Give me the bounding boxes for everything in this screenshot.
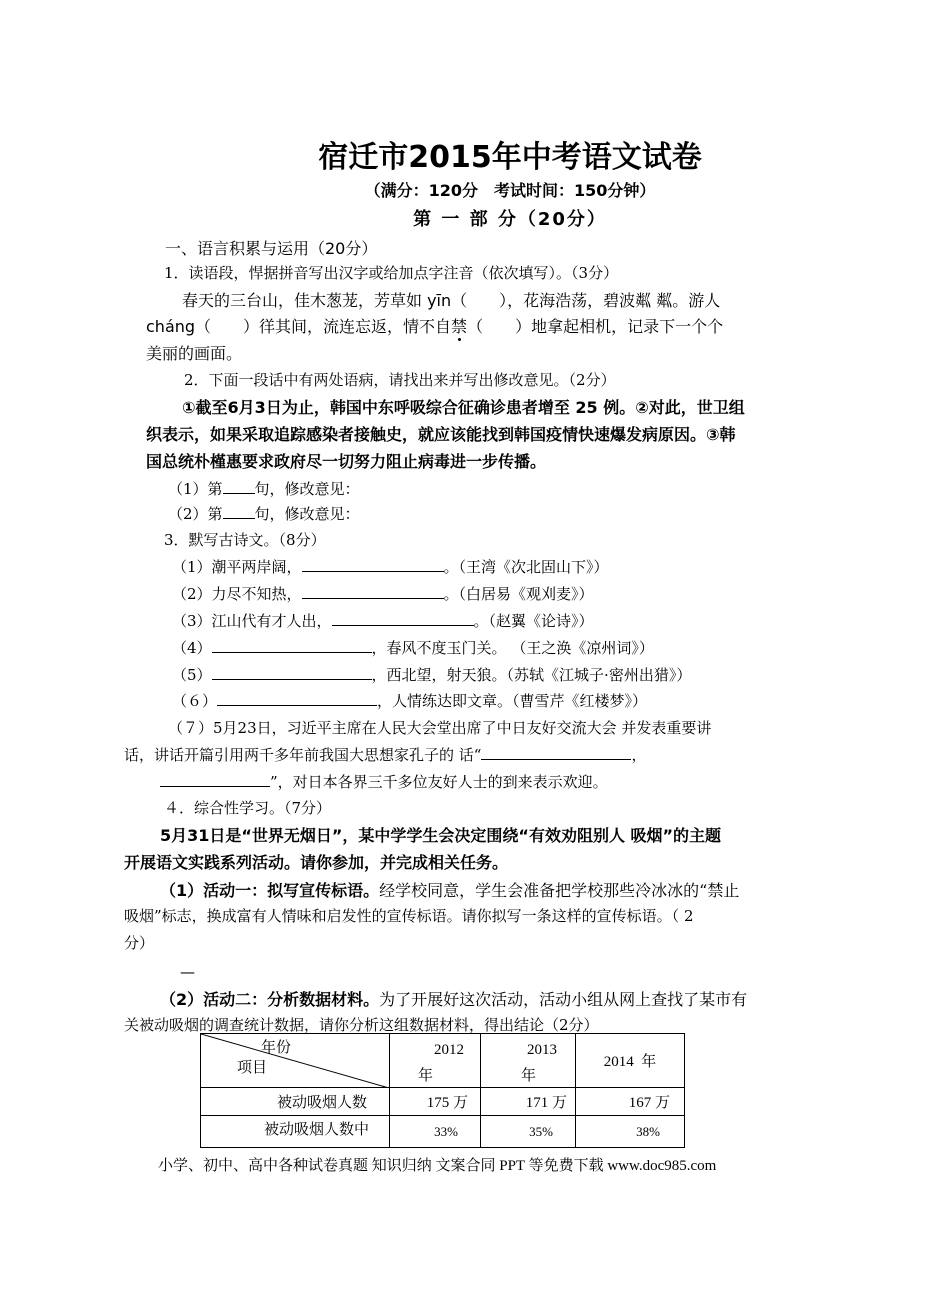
q1-prompt: 1．读语段，悍据拼音写出汉字或给加点字注音（依次填写）。（3分） xyxy=(164,264,619,282)
year-number: 2013 xyxy=(527,1042,557,1058)
q3-item-7-line2 xyxy=(124,744,646,765)
item-text: （5） xyxy=(172,666,212,684)
q1-line2-a: cháng（ ）徉其间，流连忘返，情不自 xyxy=(146,317,452,336)
corner-year-label: 年份 xyxy=(261,1040,292,1056)
blank-line[interactable] xyxy=(160,786,270,787)
blank-line[interactable] xyxy=(302,598,444,599)
item-source: 。（白居易《观刈麦》） xyxy=(443,585,594,603)
item-text: （4） xyxy=(172,639,212,657)
q4-activity2-line2: 关被动吸烟的调查统计数据，请你分析这组数据材料，得出结论（2分） xyxy=(124,1016,599,1034)
table-row xyxy=(201,1116,685,1148)
corner-item-label: 项目 xyxy=(237,1060,268,1076)
answer-prefix: （1）第 xyxy=(168,480,223,498)
item-source: 。（王湾《次北固山下》） xyxy=(443,558,609,576)
cell-value: 33% xyxy=(390,1116,481,1148)
year-number: 2014 年 xyxy=(603,1054,657,1070)
activity-text: 经学校同意，学生会准备把学校那些冷冰冰的“禁止 xyxy=(379,881,740,900)
cell-value: 167 万 xyxy=(576,1088,685,1116)
blank-line[interactable] xyxy=(302,571,444,572)
answer-suffix: 句，修改意见： xyxy=(254,505,360,523)
q3-item-7-line3 xyxy=(160,771,608,792)
item-text: （1）潮平两岸阔， xyxy=(172,558,302,576)
table-corner-cell xyxy=(201,1034,390,1088)
activity-text: 为了开展好这次活动，活动小组从网上查找了某市有 xyxy=(379,990,748,1009)
item-text: （3）江山代有才人出， xyxy=(172,612,332,630)
q3-item-5 xyxy=(172,664,691,685)
item-text: （６） xyxy=(172,692,218,710)
item-text: ， xyxy=(631,746,647,764)
answer-blank[interactable]: — xyxy=(180,963,195,981)
item-text: 话，讲话开篇引用两千多年前我国大思想家孔子的 话“ xyxy=(124,746,482,764)
exam-info: （满分：120分 考试时间：150分钟） xyxy=(364,181,656,200)
answer-prefix: （2）第 xyxy=(168,505,223,523)
q3-item-2 xyxy=(172,583,594,604)
blank-line[interactable] xyxy=(332,625,474,626)
row-label: 被动吸烟人数中 xyxy=(201,1116,390,1148)
item-source: ，西北望，射天狼。（苏轼《江城子·密州出猎》） xyxy=(371,666,692,684)
table-row xyxy=(201,1088,685,1116)
activity-heading: （2）活动二：分析数据材料。 xyxy=(160,990,380,1009)
q4-activity1-line3: 分） xyxy=(124,934,155,952)
blank-line[interactable] xyxy=(481,759,631,760)
q3-item-7-line1: （７）5月23日，习近平主席在人民大会堂出席了中日友好交流大会 并发表重要讲 xyxy=(168,719,712,737)
cell-value: 38% xyxy=(576,1116,685,1148)
year-header-2013 xyxy=(481,1034,576,1088)
blank-line[interactable] xyxy=(212,652,372,653)
year-unit: 年 xyxy=(418,1068,434,1084)
smoking-data-table xyxy=(200,1033,685,1148)
q4-activity1-line2: 吸烟”标志，换成富有人情味和启发性的宣传标语。请你拟写一条这样的宣传标语。（ 2 xyxy=(124,907,694,925)
item-source: 。（赵翼《论诗》） xyxy=(473,612,594,630)
footer-watermark: 小学、初中、高中各种试卷真题 知识归纳 文案合同 PPT 等免费下载 www.doc985.com xyxy=(158,1158,717,1174)
q2-line3: 国总统朴槿惠要求政府尽一切努力阻止病毒进一步传播。 xyxy=(146,452,547,471)
q3-prompt: 3．默写古诗文。（8分） xyxy=(164,531,326,549)
item-text: （2）力尽不知热， xyxy=(172,585,302,603)
year-unit: 年 xyxy=(521,1068,537,1084)
q3-item-1 xyxy=(172,556,609,577)
q3-item-3 xyxy=(172,610,594,631)
q4-prompt: ４．综合性学习。（7分） xyxy=(164,799,332,817)
blank-line[interactable] xyxy=(223,518,255,519)
blank-line[interactable] xyxy=(217,705,377,706)
dotted-char: 禁 xyxy=(451,317,468,336)
q4-intro-line1: 5月31日是“世界无烟日”，某中学学生会决定围绕“有效劝阻别人 吸烟”的主题 xyxy=(160,826,722,845)
q2-answer-2 xyxy=(168,503,360,524)
q2-answer-1 xyxy=(168,478,360,499)
cell-value: 175 万 xyxy=(390,1088,481,1116)
part-heading: 第 一 部 分（20分） xyxy=(413,209,607,230)
q2-line2: 织表示，如果采取追踪感染者接触史，就应该能找到韩国疫情快速爆发病原因。③韩 xyxy=(146,425,736,444)
row-label: 被动吸烟人数 xyxy=(201,1088,390,1116)
year-header-2014 xyxy=(576,1034,685,1088)
blank-line[interactable] xyxy=(212,679,372,680)
blank-line[interactable] xyxy=(223,493,255,494)
q1-line2-b: （ ）地拿起相机，记录下一个个 xyxy=(467,317,724,336)
q3-item-4 xyxy=(172,637,654,658)
item-text: ”，对日本各界三千多位友好人士的到来表示欢迎。 xyxy=(270,773,608,791)
answer-suffix: 句，修改意见： xyxy=(254,480,360,498)
q2-prompt: 2．下面一段话中有两处语病，请找出来并写出修改意见。（2分） xyxy=(184,371,616,389)
q1-line1: 春天的三台山，佳木葱茏，芳草如 yīn（ ），花海浩荡，碧波粼 粼。游人 xyxy=(182,291,721,310)
cell-value: 35% xyxy=(481,1116,576,1148)
section-heading: 一、语言积累与运用（20分） xyxy=(165,239,378,258)
item-source: ，人情练达即文章。（曹雪芹《红楼梦》） xyxy=(377,692,648,710)
q1-line3: 美丽的画面。 xyxy=(146,344,243,363)
q3-item-6 xyxy=(172,690,647,711)
item-source: ，春风不度玉门关。 （王之涣《凉州词》） xyxy=(371,639,654,657)
diagonal-line xyxy=(201,1034,389,1088)
activity-heading: （1）活动一：拟写宣传标语。 xyxy=(160,881,380,900)
year-number: 2012 xyxy=(434,1042,464,1058)
q1-line2 xyxy=(146,314,723,337)
year-header-2012 xyxy=(390,1034,481,1088)
q4-intro-line2: 开展语文实践系列活动。请你参加，并完成相关任务。 xyxy=(124,853,509,872)
cell-value: 171 万 xyxy=(481,1088,576,1116)
page-title: 宿迁市2015年中考语文试卷 xyxy=(318,140,702,175)
q2-line1: ①截至6月3日为止，韩国中东呼吸综合征确诊患者增至 25 例。②对此，世卫组 xyxy=(182,398,745,417)
q4-activity1-line1 xyxy=(160,878,739,901)
q4-activity2-line1 xyxy=(160,987,747,1010)
